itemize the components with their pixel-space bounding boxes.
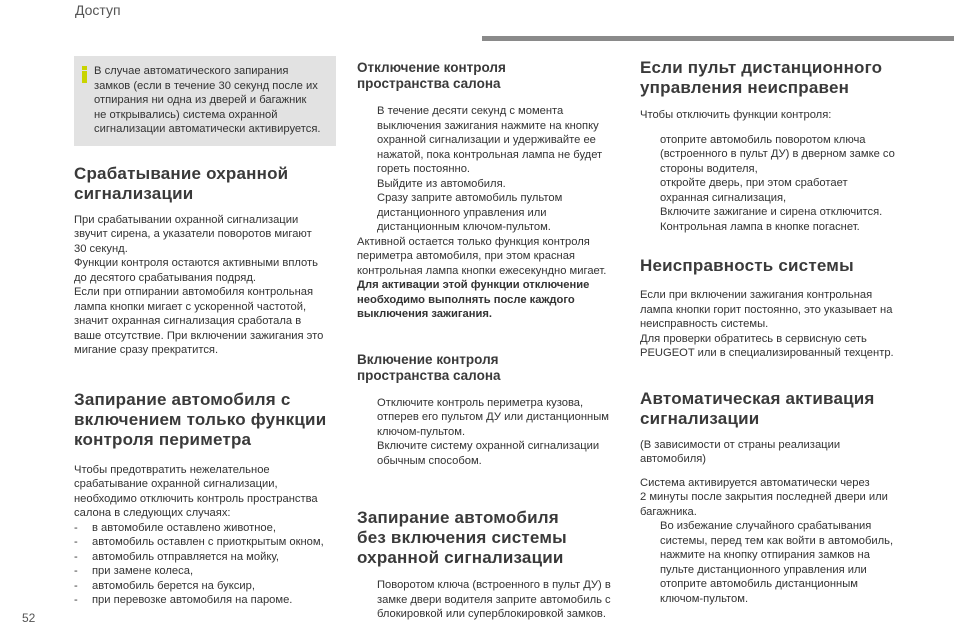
list-item: Включите систему охранной сигнализации обычным способом. bbox=[357, 439, 618, 468]
paragraph: Если при отпирании автомобиля контрольная лампа кнопки мигает с ускоренной частотой, значит охранная сигнализация сработала в ваше отсутствие. При включении зажигания это мигание сразу прекратится. bbox=[74, 286, 324, 356]
list-item: - при замене колеса, bbox=[74, 565, 194, 577]
bullet-icon bbox=[357, 191, 369, 235]
heading-enable-interior: Включение контроля пространства салона bbox=[357, 351, 501, 383]
bullet-icon bbox=[357, 578, 369, 622]
header-bar bbox=[482, 36, 954, 41]
page-number: 52 bbox=[22, 611, 36, 625]
heading-system-fault: Неисправность системы bbox=[640, 256, 854, 275]
note-text: В случае автоматического запирания замков (если в течение 30 секунд после их отпирания ни одна из дверей и багажник не открывались) система охранной сигнализации автоматически активируется. bbox=[94, 65, 321, 135]
info-icon bbox=[82, 66, 87, 83]
list-item: Сразу заприте автомобиль пультом дистанционного управления или дистанционным ключом-пультом. bbox=[357, 191, 618, 235]
bullet-icon bbox=[357, 396, 369, 440]
info-note bbox=[74, 56, 336, 146]
column-1 bbox=[74, 56, 336, 608]
heading-auto-activation: Автоматическая активация сигнализации bbox=[640, 388, 875, 428]
paragraph: Для проверки обратитесь в сервисную сеть PEUGEOT или в специализированный техцентр. bbox=[640, 332, 894, 359]
important-text: Для активации этой функции отключение необходимо выполнять после каждого выключения зажигания. bbox=[357, 279, 590, 320]
list-item: Во избежание случайного срабатывания системы, перед тем как войти в автомобиль, нажмите на кнопку отпирания замков на пульте дистанционного управления или отоприте автомобиль дистанционным ключом-пультом. bbox=[640, 519, 902, 606]
list-item: Поворотом ключа (встроенного в пульт ДУ) в замке двери водителя заприте автомобиль с блокировкой или суперблокировкой замков. bbox=[357, 578, 618, 622]
list-item: - при перевозке автомобиля на пароме. bbox=[74, 594, 293, 606]
heading-alarm-triggering: Срабатывание охранной сигнализации bbox=[74, 163, 289, 203]
paragraph: Чтобы предотвратить нежелательное срабатывание охранной сигнализации, необходимо отключить контроль пространства салона в следующих случаях: bbox=[74, 463, 318, 519]
bullet-icon bbox=[640, 133, 652, 177]
list-item: Включите зажигание и сирена отключится. Контрольная лампа в кнопке погаснет. bbox=[640, 205, 902, 234]
paragraph: При срабатывании охранной сигнализации звучит сирена, а указатели поворотов мигают 30 секунд. bbox=[74, 213, 312, 255]
paragraph: (В зависимости от страны реализации автомобиля) bbox=[640, 438, 841, 465]
bullet-icon bbox=[357, 177, 369, 192]
paragraph: Система активируется автоматически через 2 минуты после закрытия последней двери или багажника. bbox=[640, 476, 888, 518]
list-item: В течение десяти секунд с момента выключения зажигания нажмите на кнопку охранной сигнализации и удерживайте ее нажатой, пока контрольная лампа не будет гореть постоянно. bbox=[357, 104, 618, 177]
list-item: отоприте автомобиль поворотом ключа (встроенного в пульт ДУ) в дверном замке со стороны водителя, bbox=[640, 133, 902, 177]
list-item: - в автомобиле оставлено животное, bbox=[74, 521, 276, 534]
list-item: откройте дверь, при этом сработает охранная сигнализация, bbox=[640, 176, 902, 205]
bullet-icon bbox=[357, 439, 369, 468]
bullet-icon bbox=[640, 205, 652, 234]
bullet-icon bbox=[640, 176, 652, 205]
list-item: Выйдите из автомобиля. bbox=[357, 177, 618, 192]
bullet-icon bbox=[357, 104, 369, 177]
bullet-icon bbox=[640, 519, 652, 606]
list-item: - автомобиль отправляется на мойку, bbox=[74, 550, 279, 563]
list-item: - автомобиль оставлен с приоткрытым окном, bbox=[74, 536, 324, 548]
column-3 bbox=[640, 58, 902, 606]
heading-disable-interior: Отключение контроля пространства салона bbox=[357, 60, 506, 91]
paragraph: Активной остается только функция контроля периметра автомобиля, при этом красная контрольная лампа кнопки ежесекундно мигает. bbox=[357, 235, 607, 277]
section-title: Доступ bbox=[75, 2, 121, 18]
dash-list bbox=[74, 521, 336, 608]
paragraph: Функции контроля остаются активными вплоть до десятого срабатывания подряд. bbox=[74, 257, 318, 284]
paragraph: Если при включении зажигания контрольная лампа кнопки горит постоянно, это указывает на неисправность системы. bbox=[640, 289, 893, 330]
paragraph: Чтобы отключить функции контроля: bbox=[640, 109, 832, 121]
list-item: Отключите контроль периметра кузова, отперев его пультом ДУ или дистанционным ключом-пультом. bbox=[357, 396, 618, 440]
column-2 bbox=[357, 60, 618, 622]
heading-lock-without-alarm: Запирание автомобиля без включения системы охранной сигнализации bbox=[357, 508, 567, 567]
heading-perimeter-only: Запирание автомобиля с включением только функции контроля периметра bbox=[74, 389, 327, 449]
heading-remote-faulty: Если пульт дистанционного управления неисправен bbox=[640, 58, 883, 97]
list-item: - автомобиль берется на буксир, bbox=[74, 579, 255, 592]
